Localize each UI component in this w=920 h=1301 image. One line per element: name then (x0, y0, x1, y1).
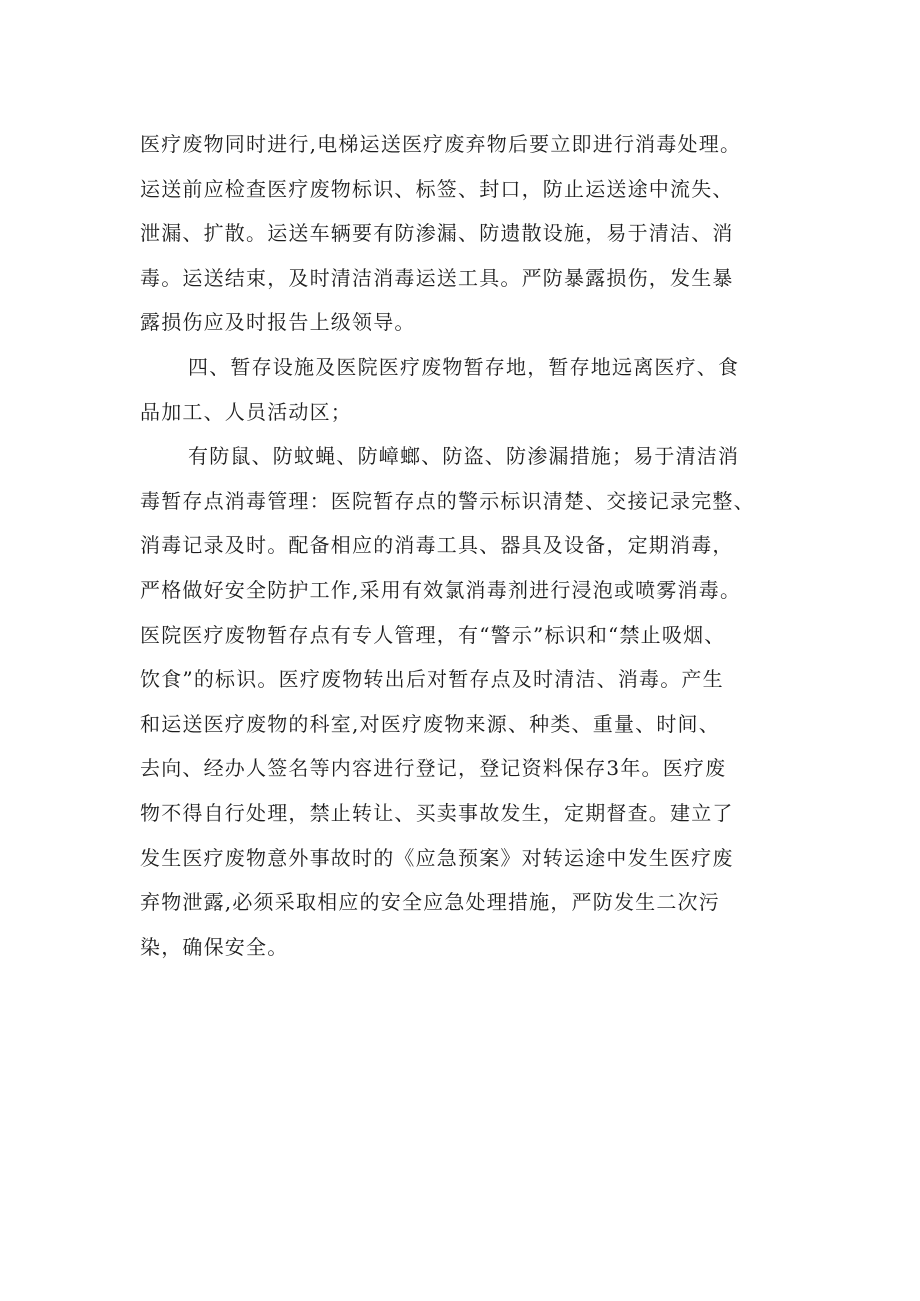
text-line: 医院医疗废物暂存点有专人管理，有“警示”标识和“禁止吸烟、 (140, 622, 726, 647)
paragraph-first-line: 有防鼠、防蚊蝇、防嶂螂、防盗、防渗漏措施；易于清洁消 (188, 444, 740, 469)
text-line: 露损伤应及时报告上级领导。 (140, 310, 416, 335)
document-body (140, 122, 820, 969)
text-line: 品加工、人员活动区； (140, 399, 352, 424)
text-line: 运送前应检查医疗废物标识、标签、封口，防止运送途中流失、 (140, 176, 734, 201)
text-line: 毒。运送结束，及时清洁消毒运送工具。严防暴露损伤，发生暴 (140, 265, 734, 290)
text-line: 消毒记录及时。配备相应的消毒工具、器具及设备，定期消毒， (140, 533, 734, 558)
text-line: 弃物泄露,必须采取相应的安全应急处理措施，严防发生二次污 (140, 890, 720, 915)
text-line: 发生医疗废物意外事故时的《应急预案》对转运途中发生医疗废 (140, 845, 734, 870)
text-line: 去向、经办人签名等内容进行登记，登记资料保存3年。医疗废 (140, 756, 727, 781)
text-line: 医疗废物同时进行,电梯运送医疗废弃物后要立即进行消毒处理。 (140, 132, 742, 156)
section-heading-line: 四、暂存设施及医院医疗废物暂存地，暂存地远离医疗、食 (188, 354, 740, 379)
text-line: 饮食”的标识。医疗废物转出后对暂存点及时清洁、消毒。产生 (140, 667, 724, 692)
text-line: 泄漏、扩散。运送车辆要有防渗漏、防遗散设施，易于清洁、消 (140, 221, 734, 246)
text-line: 染，确保安全。 (140, 934, 289, 959)
text-line: 和运送医疗废物的科室,对医疗废物来源、种类、重量、时间、 (140, 711, 720, 736)
text-line: 物不得自行处理，禁止转让、买卖事故发生，定期督查。建立了 (140, 800, 734, 825)
text-line: 毒暂存点消毒管理：医院暂存点的警示标识清楚、交接记录完整、 (140, 488, 755, 513)
text-line: 严格做好安全防护工作,采用有效氯消毒剂进行浸泡或喷雾消毒。 (140, 577, 742, 602)
